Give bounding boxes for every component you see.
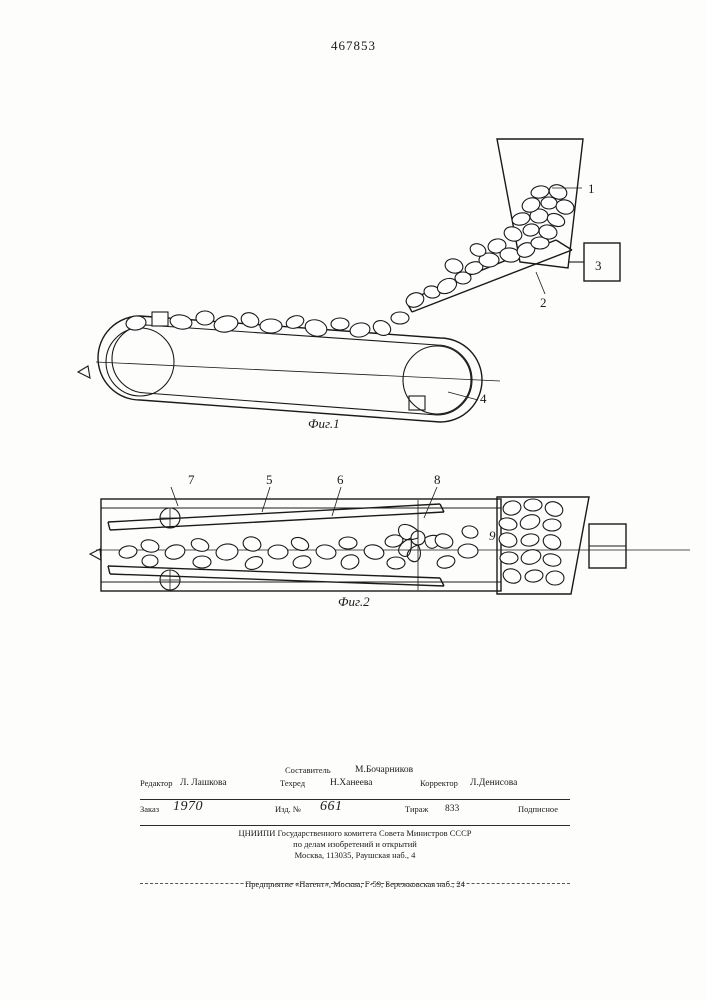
tirazh-label: Тираж: [405, 804, 429, 814]
callout-2: 2: [540, 295, 547, 310]
callout-3: 3: [595, 258, 602, 273]
izd-label: Изд. №: [275, 804, 302, 814]
institute-line-3: Москва, 113035, Раушская наб., 4: [294, 850, 416, 860]
material-pile-fig1: [125, 182, 575, 338]
leader-2: [536, 272, 545, 294]
editor-name: Л. Лашкова: [180, 778, 227, 788]
drive-box-3: [568, 243, 620, 281]
imprint-footer: [140, 765, 570, 889]
compiler-name: М.Бочарников: [355, 765, 414, 775]
footer-divider-2: [140, 825, 570, 826]
callout-5: 5: [266, 472, 273, 487]
conveyor-belt: [78, 316, 500, 422]
callout-4: 4: [480, 391, 487, 406]
callout-9: 9: [489, 528, 496, 543]
callout-1: 1: [588, 181, 595, 196]
order-value: 1970: [173, 799, 203, 814]
order-label: Заказ: [140, 804, 160, 814]
institute-line-2: по делам изобретений и открытий: [293, 839, 417, 849]
printer-line: Предприятие «Патент», Москва, Г-59, Бережковская наб., 24: [245, 879, 465, 889]
figure-2-group: [90, 487, 690, 594]
inclined-chute: [406, 240, 572, 312]
subscription-label: Подписное: [518, 804, 559, 814]
techred-label: Техред: [280, 778, 306, 788]
compiler-label: Составитель: [285, 765, 331, 775]
footer-divider-3: [140, 883, 570, 884]
material-pile-fig2: [118, 499, 565, 585]
patent-number: 467853: [331, 38, 376, 53]
callout-7: 7: [188, 472, 195, 487]
izd-value: 661: [320, 799, 343, 814]
corrector-label: Корректор: [420, 778, 458, 788]
figure-1-label: Фиг.1: [308, 416, 340, 431]
callout-6: 6: [337, 472, 344, 487]
tirazh-value: 833: [445, 804, 460, 814]
callout-8: 8: [434, 472, 441, 487]
leader-6: [332, 487, 341, 516]
leader-7: [171, 487, 178, 506]
editor-label: Редактор: [140, 778, 173, 788]
corrector-name: Л.Денисова: [470, 778, 518, 788]
figure-1-group: [78, 139, 620, 422]
institute-line-1: ЦНИИПИ Государственного комитета Совета Министров СССР: [238, 828, 472, 838]
figure-2-label: Фиг.2: [338, 594, 370, 609]
techred-name: Н.Ханеева: [330, 778, 373, 788]
